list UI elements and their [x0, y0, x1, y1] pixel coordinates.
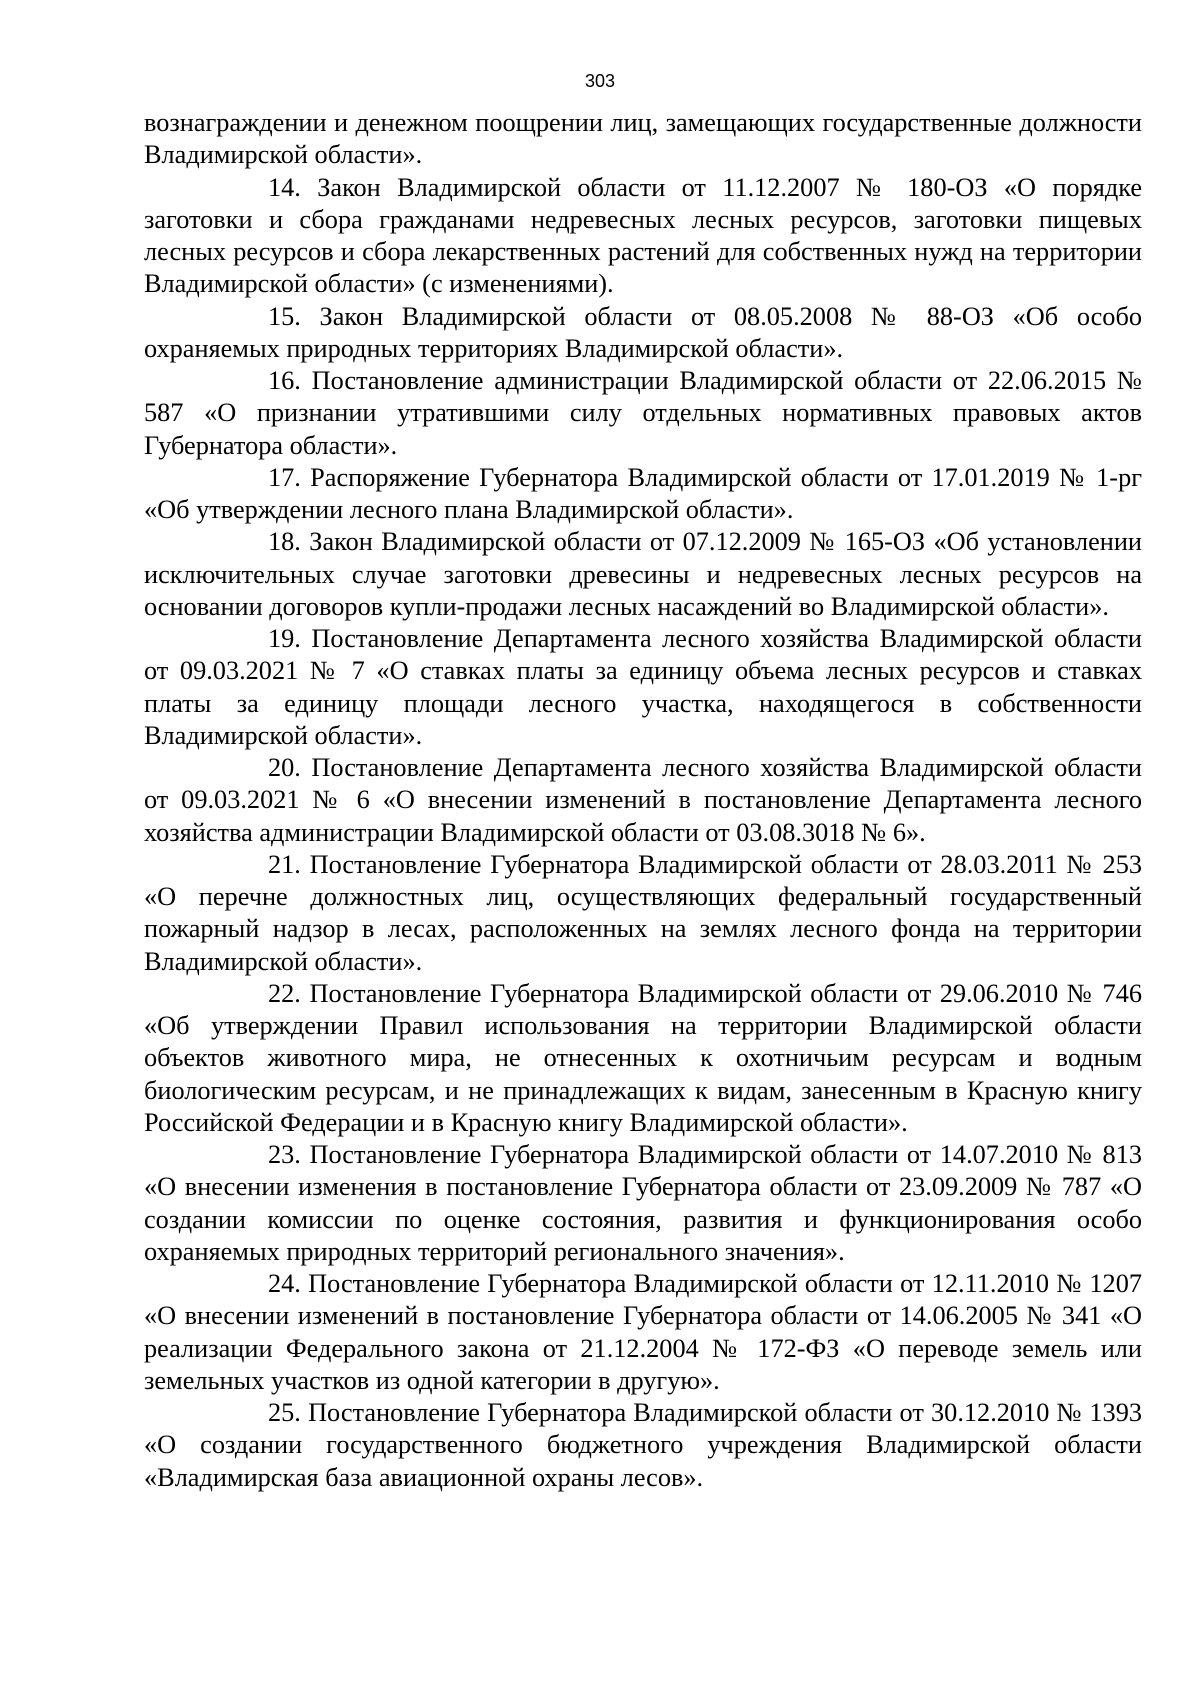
item-number: 24.	[268, 1269, 301, 1298]
item-text: Постановление Губернатора Владимирской области от 12.11.2010 № 1207 «О внесении изменений в постановление Губернатора области от 14.06.2005 № 341 «О реализации Федерального закона от 21.12.2004 № 172-ФЗ «О переводе земель или земельных участков из одной категории в другую».	[144, 1269, 1142, 1395]
item-text: Закон Владимирской области от 11.12.2007 № 180-ОЗ «О порядке заготовки и сбора гражданами недревесных лесных ресурсов, заготовки пищевых лесных ресурсов и сбора лекарственных растений для собственных нужд на территории Владимирской области» (с изменениями).	[144, 172, 1142, 299]
item-number: 14.	[268, 172, 301, 202]
list-item-23	[144, 1139, 1142, 1268]
list-item-16	[144, 365, 1142, 462]
item-number: 19.	[268, 624, 301, 653]
list-item-18	[144, 526, 1142, 623]
item-number: 21.	[268, 849, 301, 879]
item-text: Распоряжение Губернатора Владимирской области от 17.01.2019 № 1-рг «Об утверждении лесного плана Владимирской области».	[144, 462, 1142, 524]
list-item-19	[144, 623, 1142, 752]
item-text: Постановление Губернатора Владимирской области от 28.03.2011 № 253 «О перечне должностных лиц, осуществляющих федеральный государственный пожарный надзор в лесах, расположенных на землях лесного фонда на территории Владимирской области».	[144, 849, 1142, 976]
item-text: Постановление администрации Владимирской области от 22.06.2015 № 587 «О признании утратившими силу отдельных нормативных правовых актов Губернатора области».	[144, 366, 1142, 460]
item-text: Постановление Губернатора Владимирской области от 14.07.2010 № 813 «О внесении изменения в постановление Губернатора области от 23.09.2009 № 787 «О создании комиссии по оценке состояния, развития и функционирования особо охраняемых природных территорий регионального значения».	[144, 1140, 1142, 1266]
list-item-21	[144, 849, 1142, 978]
item-text: Постановление Губернатора Владимирской области от 30.12.2010 № 1393 «О создании государственного бюджетного учреждения Владимирской области «Владимирская база авиационной охраны лесов».	[144, 1398, 1143, 1492]
item-number: 25.	[268, 1398, 301, 1427]
item-text: Постановление Департамента лесного хозяйства Владимирской области от 09.03.2021 № 7 «О ставках платы за единицу объема лесных ресурсов и ставках платы за единицу площади лесного участка, находящегося в собственности Владимирской области».	[144, 624, 1142, 750]
list-item-14	[144, 172, 1142, 301]
page-number: 303	[584, 71, 616, 91]
item-number: 17.	[268, 462, 301, 492]
item-number: 23.	[268, 1140, 301, 1169]
list-item-20	[144, 752, 1142, 849]
item-text: Постановление Губернатора Владимирской области от 29.06.2010 № 746 «Об утверждении Правил использования на территории Владимирской области объектов животного мира, не отнесенных к охотничьим ресурсам и водным биологическим ресурсам, и не принадлежащих к видам, занесенным в Красную книгу Российской Федерации и в Красную книгу Владимирской области».	[144, 978, 1142, 1137]
paragraph-continuation	[144, 107, 1142, 172]
item-number: 18.	[268, 527, 301, 557]
list-item-22	[144, 978, 1142, 1139]
item-text: Постановление Департамента лесного хозяйства Владимирской области от 09.03.2021 № 6 «О внесении изменений в постановление Департамента лесного хозяйства администрации Владимирской области от 03.08.3018 № 6».	[144, 753, 1142, 847]
item-number: 20.	[268, 753, 301, 782]
item-number: 15.	[268, 301, 301, 331]
paragraph-text: вознаграждении и денежном поощрении лиц, замещающих государственные должности Владимирской области».	[144, 108, 1142, 170]
item-text: Закон Владимирской области от 08.05.2008 № 88-ОЗ «Об особо охраняемых природных территориях Владимирской области».	[144, 301, 1142, 363]
list-item-15	[144, 301, 1142, 366]
item-text: Закон Владимирской области от 07.12.2009 № 165-ОЗ «Об установлении исключительных случае заготовки древесины и недревесных лесных ресурсов на основании договоров купли-продажи лесных насаждений во Владимирской области».	[144, 527, 1142, 621]
document-body	[144, 107, 1142, 1494]
item-number: 22.	[268, 978, 301, 1008]
list-item-25	[144, 1397, 1142, 1494]
item-number: 16.	[268, 366, 301, 395]
list-item-24	[144, 1268, 1142, 1397]
list-item-17	[144, 462, 1142, 527]
